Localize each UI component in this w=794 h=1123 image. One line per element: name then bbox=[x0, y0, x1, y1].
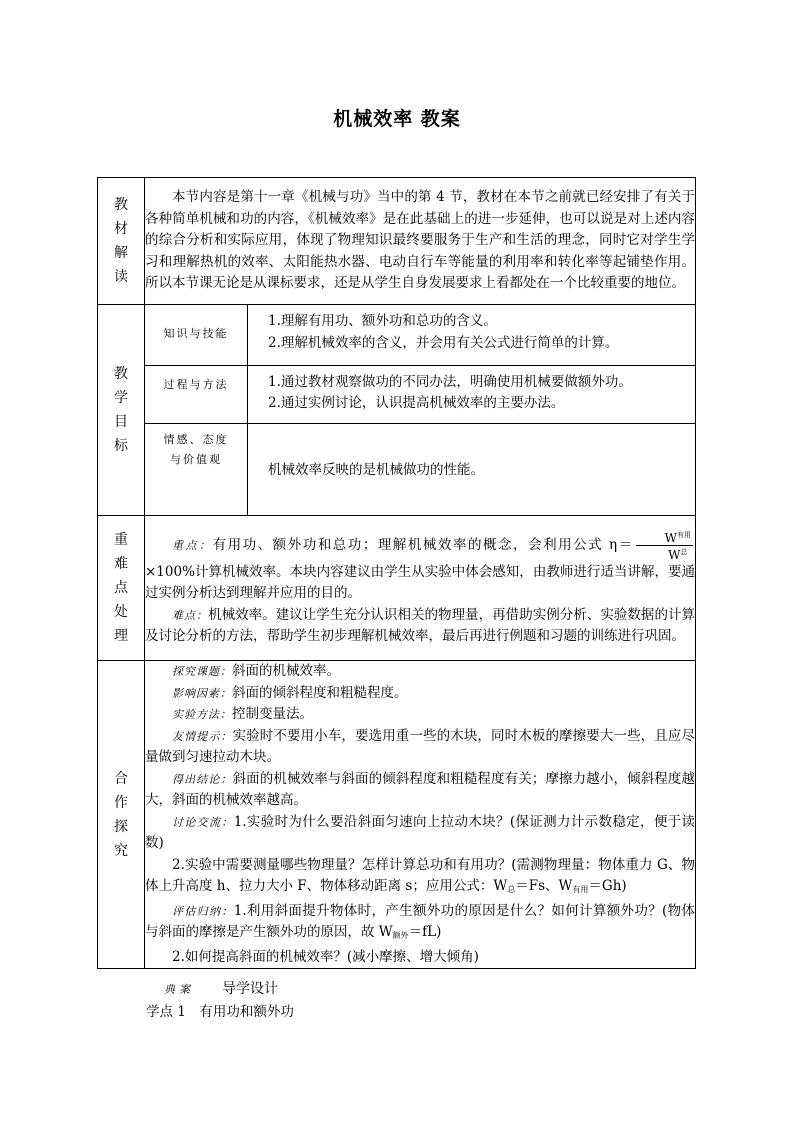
label-char: 解 bbox=[114, 245, 128, 261]
label-char: 标 bbox=[114, 438, 128, 454]
label-char: 目 bbox=[114, 414, 128, 430]
p8-label: 评估归纳： bbox=[172, 904, 234, 918]
emotion-text bbox=[248, 423, 696, 515]
hezuo-p1 bbox=[145, 661, 695, 683]
p3-text: 控制变量法。 bbox=[232, 706, 313, 722]
hezuo-p4 bbox=[145, 726, 695, 769]
p4-label: 友情提示： bbox=[172, 729, 233, 743]
p6-label: 讨论交流： bbox=[172, 815, 234, 829]
label-char: 读 bbox=[114, 269, 128, 285]
footer-daoxue: 导学设计 bbox=[222, 981, 278, 997]
p4-text: 实验时不要用小车，要选用重一些的木块，同时木板的摩擦要大一些，且应尽量做到匀速拉动木块。 bbox=[145, 727, 696, 765]
section-label-mubiao bbox=[98, 305, 145, 516]
nandian-paragraph bbox=[145, 605, 695, 648]
section-label-zhongnan bbox=[98, 516, 145, 661]
lesson-plan-table bbox=[97, 177, 696, 969]
label-char: 作 bbox=[114, 794, 128, 811]
hezuo-content bbox=[145, 661, 696, 969]
p1-text: 斜面的机械效率。 bbox=[232, 663, 340, 679]
hezuo-p5 bbox=[145, 769, 695, 812]
knowledge-text bbox=[248, 305, 696, 365]
p7-sub-useful: 有用 bbox=[572, 885, 589, 894]
label-char: 教 bbox=[114, 366, 128, 382]
formula-num-symbol: W bbox=[664, 530, 677, 545]
label-char: 理 bbox=[114, 628, 128, 644]
section-zhongnan bbox=[98, 516, 696, 661]
formula-den-symbol: W bbox=[668, 547, 681, 562]
formula-den-sup: 总 bbox=[680, 547, 688, 556]
efficiency-formula bbox=[636, 529, 693, 562]
hezuo-p8 bbox=[145, 901, 695, 947]
p6-text: 1.实验时为什么要沿斜面匀速向上拉动木块？(保证测力计示数稳定，便于读数) bbox=[145, 813, 696, 851]
p7-text: 2.实验中需要测量哪些物理量？怎样计算总功和有用功？(需测物理量：物体重力 G、物体上升高度 h、拉力大小 F、物体移动距离 s；应用公式：W bbox=[145, 856, 695, 894]
hezuo-p9 bbox=[145, 947, 695, 969]
mubiao-row-knowledge bbox=[145, 305, 695, 365]
mubiao-row-process bbox=[145, 365, 695, 423]
label-char: 处 bbox=[114, 604, 128, 620]
footer-dian-an: 典案 bbox=[164, 983, 194, 996]
jiaocai-text: 本节内容是第十一章《机械与功》当中的第 4 节，教材在本节之前就已经安排了有关于各种简单机械和功的内容，《机械效率》是在此基础上的进一步延伸，也可以说是对上述内容的综合分析和实际应用，体现了物理知识最终要服务于生产和生活的理念，同时它对学生学习和理解热机的效率、太阳能热水器、电动自行车等能量的利用率和转化率等起铺垫作用。所以本节课无论是从课标要求，还是从学生自身发展要求上看都处在一个比较重要的地位。 bbox=[145, 178, 696, 305]
nandian-text: 机械效率。建议让学生充分认识相关的物理量，再借助实例分析、实验数据的计算及讨论分析的方法，帮助学生初步理解机械效率，最后再进行例题和习题的训练进行巩固。 bbox=[145, 606, 696, 644]
section-label-jiaocai bbox=[98, 178, 145, 305]
label-char: 重 bbox=[114, 532, 128, 548]
label-char: 教 bbox=[114, 197, 128, 213]
p9-text: 2.如何提高斜面的机械效率？(减小摩擦、增大倾角) bbox=[172, 948, 479, 965]
zhongdian-text-2: ×100%计算机械效率。本块内容建议由学生从实验中体会感知，由教师进行适当讲解，要通过实例分析达到理解并应用的目的。 bbox=[145, 563, 695, 601]
label-char: 探 bbox=[114, 818, 128, 835]
label-char: 材 bbox=[114, 221, 128, 237]
label-char: 点 bbox=[114, 580, 128, 596]
mubiao-inner-table bbox=[145, 305, 695, 515]
label-char: 学 bbox=[114, 390, 128, 406]
formula-denominator bbox=[636, 546, 693, 562]
label-char: 难 bbox=[114, 556, 128, 572]
label-char: 合 bbox=[114, 770, 128, 787]
hezuo-p6 bbox=[145, 812, 695, 855]
sublabel-emotion-line2: 与价值观 bbox=[170, 452, 222, 466]
nandian-label: 难点： bbox=[172, 608, 209, 622]
p1-label: 探究课题： bbox=[172, 665, 232, 678]
p7-sub-total: 总 bbox=[507, 885, 516, 894]
p8-sub-extra: 额外 bbox=[392, 931, 409, 940]
hezuo-p7 bbox=[145, 855, 695, 901]
process-line-1: 1.通过教材观察做功的不同办法，明确使用机械要做额外功。 bbox=[268, 373, 632, 390]
hezuo-p2 bbox=[145, 683, 695, 705]
p2-text: 斜面的倾斜程度和粗糙程度。 bbox=[232, 684, 408, 701]
formula-numerator bbox=[636, 529, 693, 546]
section-mubiao bbox=[98, 305, 696, 516]
mubiao-row-emotion bbox=[145, 423, 695, 515]
mubiao-cell bbox=[145, 305, 696, 516]
hezuo-p3 bbox=[145, 704, 695, 726]
footer-line-2: 学点 1 有用功和额外功 bbox=[146, 1004, 294, 1020]
p7-end: ＝Gh) bbox=[588, 878, 627, 894]
section-jiaocai bbox=[98, 178, 696, 305]
page-title: 机械效率 教案 bbox=[333, 108, 461, 130]
process-line-2: 2.通过实例讨论，认识提高机械效率的主要办法。 bbox=[268, 395, 565, 411]
zhongdian-text-1: 有用功、额外功和总功；理解机械效率的概念，会利用公式 η＝ bbox=[212, 536, 634, 553]
emotion-line-1: 机械效率反映的是机械做功的性能。 bbox=[268, 461, 484, 478]
section-hezuo bbox=[98, 661, 696, 969]
sublabel-knowledge: 知识与技能 bbox=[145, 305, 248, 365]
label-char: 究 bbox=[114, 842, 128, 859]
sublabel-emotion-line1: 情感、态度 bbox=[163, 432, 229, 446]
zhongnan-content bbox=[145, 516, 696, 661]
p3-label: 实验方法： bbox=[172, 708, 232, 721]
formula-num-sup: 有用 bbox=[677, 530, 691, 539]
p8-text: 1.利用斜面提升物体时，产生额外功的原因是什么？如何计算额外功？(物体与斜面的摩擦是产生额外功的原因，故 W bbox=[145, 902, 696, 940]
process-text bbox=[248, 365, 696, 423]
zhongdian-label: 重点： bbox=[172, 538, 213, 552]
p5-text: 斜面的机械效率与斜面的倾斜程度和粗糙程度有关；摩擦力越小，倾斜程度越大，斜面的机械效率越高。 bbox=[145, 770, 696, 808]
p8-end: ＝fL) bbox=[408, 924, 442, 940]
p7-mid: ＝Fs、W bbox=[515, 878, 573, 894]
sublabel-emotion bbox=[145, 423, 248, 515]
section-label-hezuo bbox=[98, 661, 145, 969]
zhongdian-paragraph bbox=[145, 529, 695, 605]
p2-label: 影响因素： bbox=[172, 686, 232, 700]
sublabel-process: 过程与方法 bbox=[145, 365, 248, 423]
p5-label: 得出结论： bbox=[172, 772, 233, 786]
knowledge-line-1: 1.理解有用功、额外功和总功的含义。 bbox=[268, 313, 497, 329]
footer-line-1 bbox=[164, 978, 278, 998]
knowledge-line-2: 2.理解机械效率的含义，并会用有关公式进行简单的计算。 bbox=[268, 334, 619, 351]
